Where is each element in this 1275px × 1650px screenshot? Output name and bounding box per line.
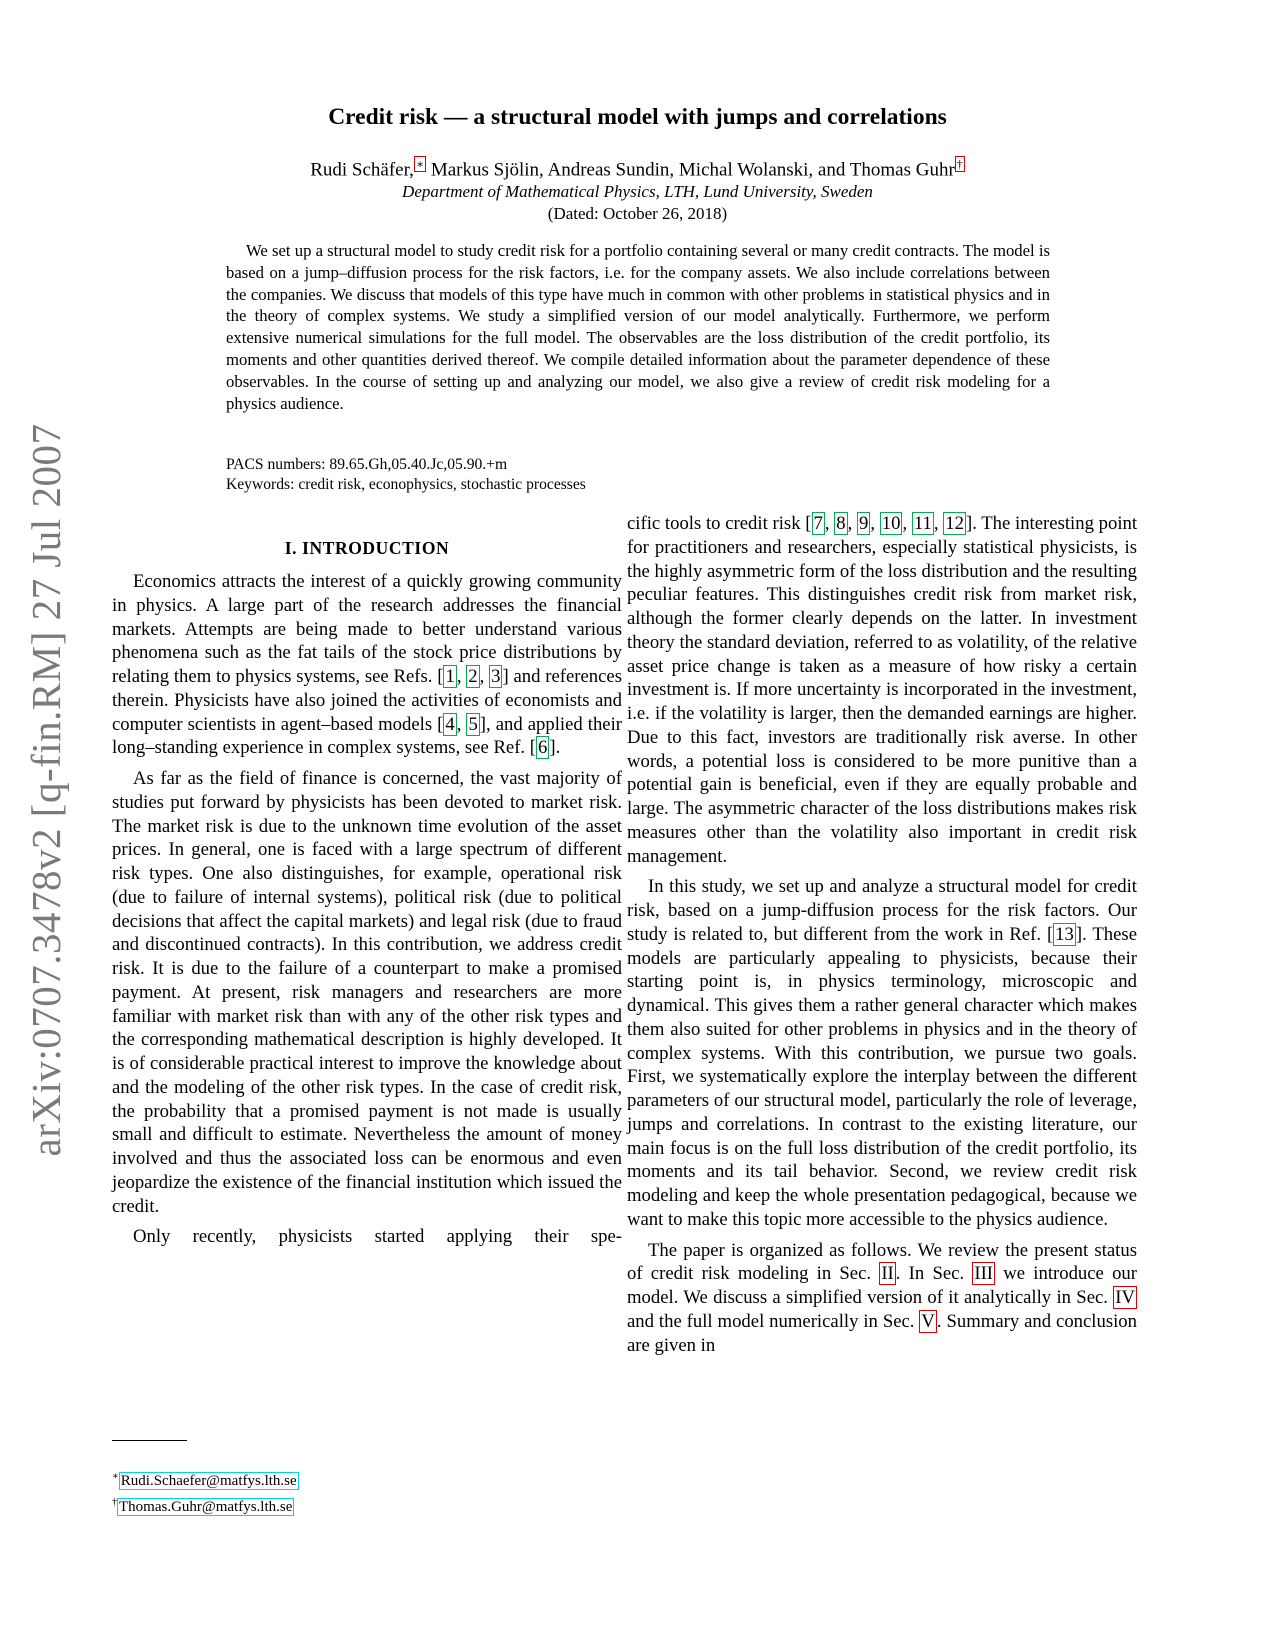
intro-paragraph-6: The paper is organized as follows. We review the present status of credit risk modeling in Sec. II . In Sec. III we introduce our model. We discuss a simplified version of it analytically in Sec. IV and the full model numerically in Sec. V . Summary and conclusion are given in xyxy=(627,1239,1137,1356)
intro-paragraph-5: In this study, we set up and analyze a structural model for credit risk, based on a jump-diffusion process for the risk factors. Our study is related to, but different from the work in Ref. [ 13 ]. These models are particularly appealing to physicists, because their starting point is, in physics terminology, microscopic and dynamical. This gives them a rather general character which makes them also suited for other problems in physics and in the theory of complex systems. With this contribution, we pursue two goals. First, we systematically explore the interplay between the different parameters of our structural model, particularly the role of leverage, jumps and correlations. In contrast to the existing literature, our main focus is on the full loss distribution of the credit portfolio, its moments and its tail behavior. Second, we review credit risk modeling and keep the whole presentation pedagogical, because we want to make this topic more accessible to the physics audience. xyxy=(627,876,1137,1230)
citation-link[interactable]: 13 xyxy=(1055,923,1074,945)
citation-link[interactable]: 6 xyxy=(538,737,548,759)
section-link[interactable]: IV xyxy=(1115,1287,1135,1308)
author-list xyxy=(0,158,1275,181)
footnote-rule xyxy=(112,1440,187,1441)
intro-paragraph-4: cific tools to credit risk [ 7 , 8 , 9 , 10 , 11 , 12 ]. The interesting point for practitioners and researchers, especially statistical physicists, is the highly asymmetric form of the loss distribution and the resulting peculiar features. This distinguishes credit risk from market risk, although the former clearly depends on the latter. In investment theory the standard deviation, referred to as volatility, of the relative asset price change is taken as a measure of how risky a certain investment is. If more uncertainty is incorporated in the investment, i.e. if the volatility is larger, then the demanded earnings are higher. Due to this fact, investors are traditionally risk averse. In other words, a potential loss is considered to be more punitive than a potential gain is beneficial, even if they are equally probable and large. The asymmetric character of the loss distributions makes risk measures other than the volatility also important in credit risk management. xyxy=(627,513,1138,867)
section-link[interactable]: III xyxy=(974,1263,994,1285)
keywords: Keywords: credit risk, econophysics, stochastic processes xyxy=(226,476,586,493)
arxiv-identifier-text: arXiv:0707.3478v2 [q-fin.RM] 27 Jul 2007 xyxy=(23,423,69,1157)
intro-paragraph-2: As far as the field of finance is concerned, the vast majority of studies put forward by physicists has been devoted to market risk. The market risk is due to the unknown time evolution of the asset prices. In general, one is faced with a large spectrum of different risk types. One also distinguishes, for example, operational risk (due to failure of internal systems), political risk (due to political decisions that affect the capital markets) and legal risk (due to fraud and discontinued contracts). In this contribution, we address credit risk. It is due to the failure of a counterpart to make a promised payment. At present, risk managers and researchers are more familiar with market risk than with any of the other risk types and the corresponding mathematical description is highly developed. It is of considerable practical interest to improve the knowledge about and the modeling of the other risk types. In the case of credit risk, the probability that a promised payment is not made is usually small and difficult to estimate. Nevertheless the amount of money involved and thus the associated loss can be enormous and even jeopardize the existence of the financial institution which issued the credit. xyxy=(112,768,622,1217)
section-heading: I. INTRODUCTION xyxy=(284,538,450,558)
left-column xyxy=(112,570,622,1256)
footnote-link-1[interactable]: ∗ xyxy=(415,157,425,171)
email-link[interactable]: Rudi.Schaefer@matfys.lth.se xyxy=(120,1473,297,1489)
footnote-1: ∗ Rudi.Schaefer@matfys.lth.se xyxy=(112,1471,297,1489)
citation-link[interactable]: 7 xyxy=(813,513,823,534)
citation-link[interactable]: 12 xyxy=(945,513,964,534)
citation-link[interactable]: 9 xyxy=(859,513,869,534)
section-link[interactable]: V xyxy=(921,1310,935,1332)
intro-paragraph-3: Only recently, physicists started applying their spe- xyxy=(133,1226,622,1248)
arxiv-identifier xyxy=(6,423,86,1157)
intro-paragraph-1: Economics attracts the interest of a quickly growing community in physics. A large part of the research addresses the financial markets. Attempts are being made to better understand various phenomena such as the fat tails of the stock price distributions by relating them to physics systems, see Refs. [ 1 , 2 , 3 ] and references therein. Physicists have also joined the activities of economists and computer scientists in agent–based models [ 4 , 5 ], and applied their long–standing experience in complex systems, see Ref. [ 6 ]. xyxy=(112,571,623,759)
citation-link[interactable]: 10 xyxy=(881,513,901,534)
citation-link[interactable]: 11 xyxy=(913,513,932,534)
authors-main: Rudi Schäfer, xyxy=(310,159,414,181)
right-column xyxy=(627,512,1137,1364)
section-link[interactable]: II xyxy=(881,1263,894,1285)
footnotes xyxy=(112,1466,299,1518)
date-line: (Dated: October 26, 2018) xyxy=(547,204,728,223)
footnote-2: † Thomas.Guhr@matfys.lth.se xyxy=(112,1497,293,1515)
email-link[interactable]: Thomas.Guhr@matfys.lth.se xyxy=(119,1499,293,1515)
affiliation: Department of Mathematical Physics, LTH, Lund University, Sweden xyxy=(402,182,873,201)
abstract: We set up a structural model to study credit risk for a portfolio containing several or many credit contracts. The model is based on a jump–diffusion process for the risk factors, i.e. for the company assets. We also include correlations between the companies. We discuss that models of this type have much in common with other problems in statistical physics and in the theory of complex systems. We study a simplified version of our model analytically. Furthermore, we perform extensive numerical simulations for the full model. The observables are the loss distribution of the credit portfolio, its moments and other quantities derived thereof. We compile detailed information about the parameter dependence of these observables. In the course of setting up and analyzing our model, we also give a review of credit risk modeling for a physics audience. xyxy=(226,241,1050,413)
paper-title: Credit risk — a structural model with jumps and correlations xyxy=(328,104,947,130)
citation-link[interactable]: 3 xyxy=(491,666,501,687)
citation-link[interactable]: 2 xyxy=(468,666,478,687)
pacs-keywords xyxy=(226,455,586,495)
authors-rest: Markus Sjölin, Andreas Sundin, Michal Wolanski, and Thomas Guhr xyxy=(426,159,955,181)
citation-link[interactable]: 8 xyxy=(836,513,846,534)
pacs-numbers: PACS numbers: 89.65.Gh,05.40.Jc,05.90.+m xyxy=(226,456,508,473)
citation-link[interactable]: 1 xyxy=(445,666,455,687)
footnote-link-2[interactable]: † xyxy=(956,157,963,171)
citation-link[interactable]: 4 xyxy=(445,713,455,735)
citation-link[interactable]: 5 xyxy=(468,713,478,735)
